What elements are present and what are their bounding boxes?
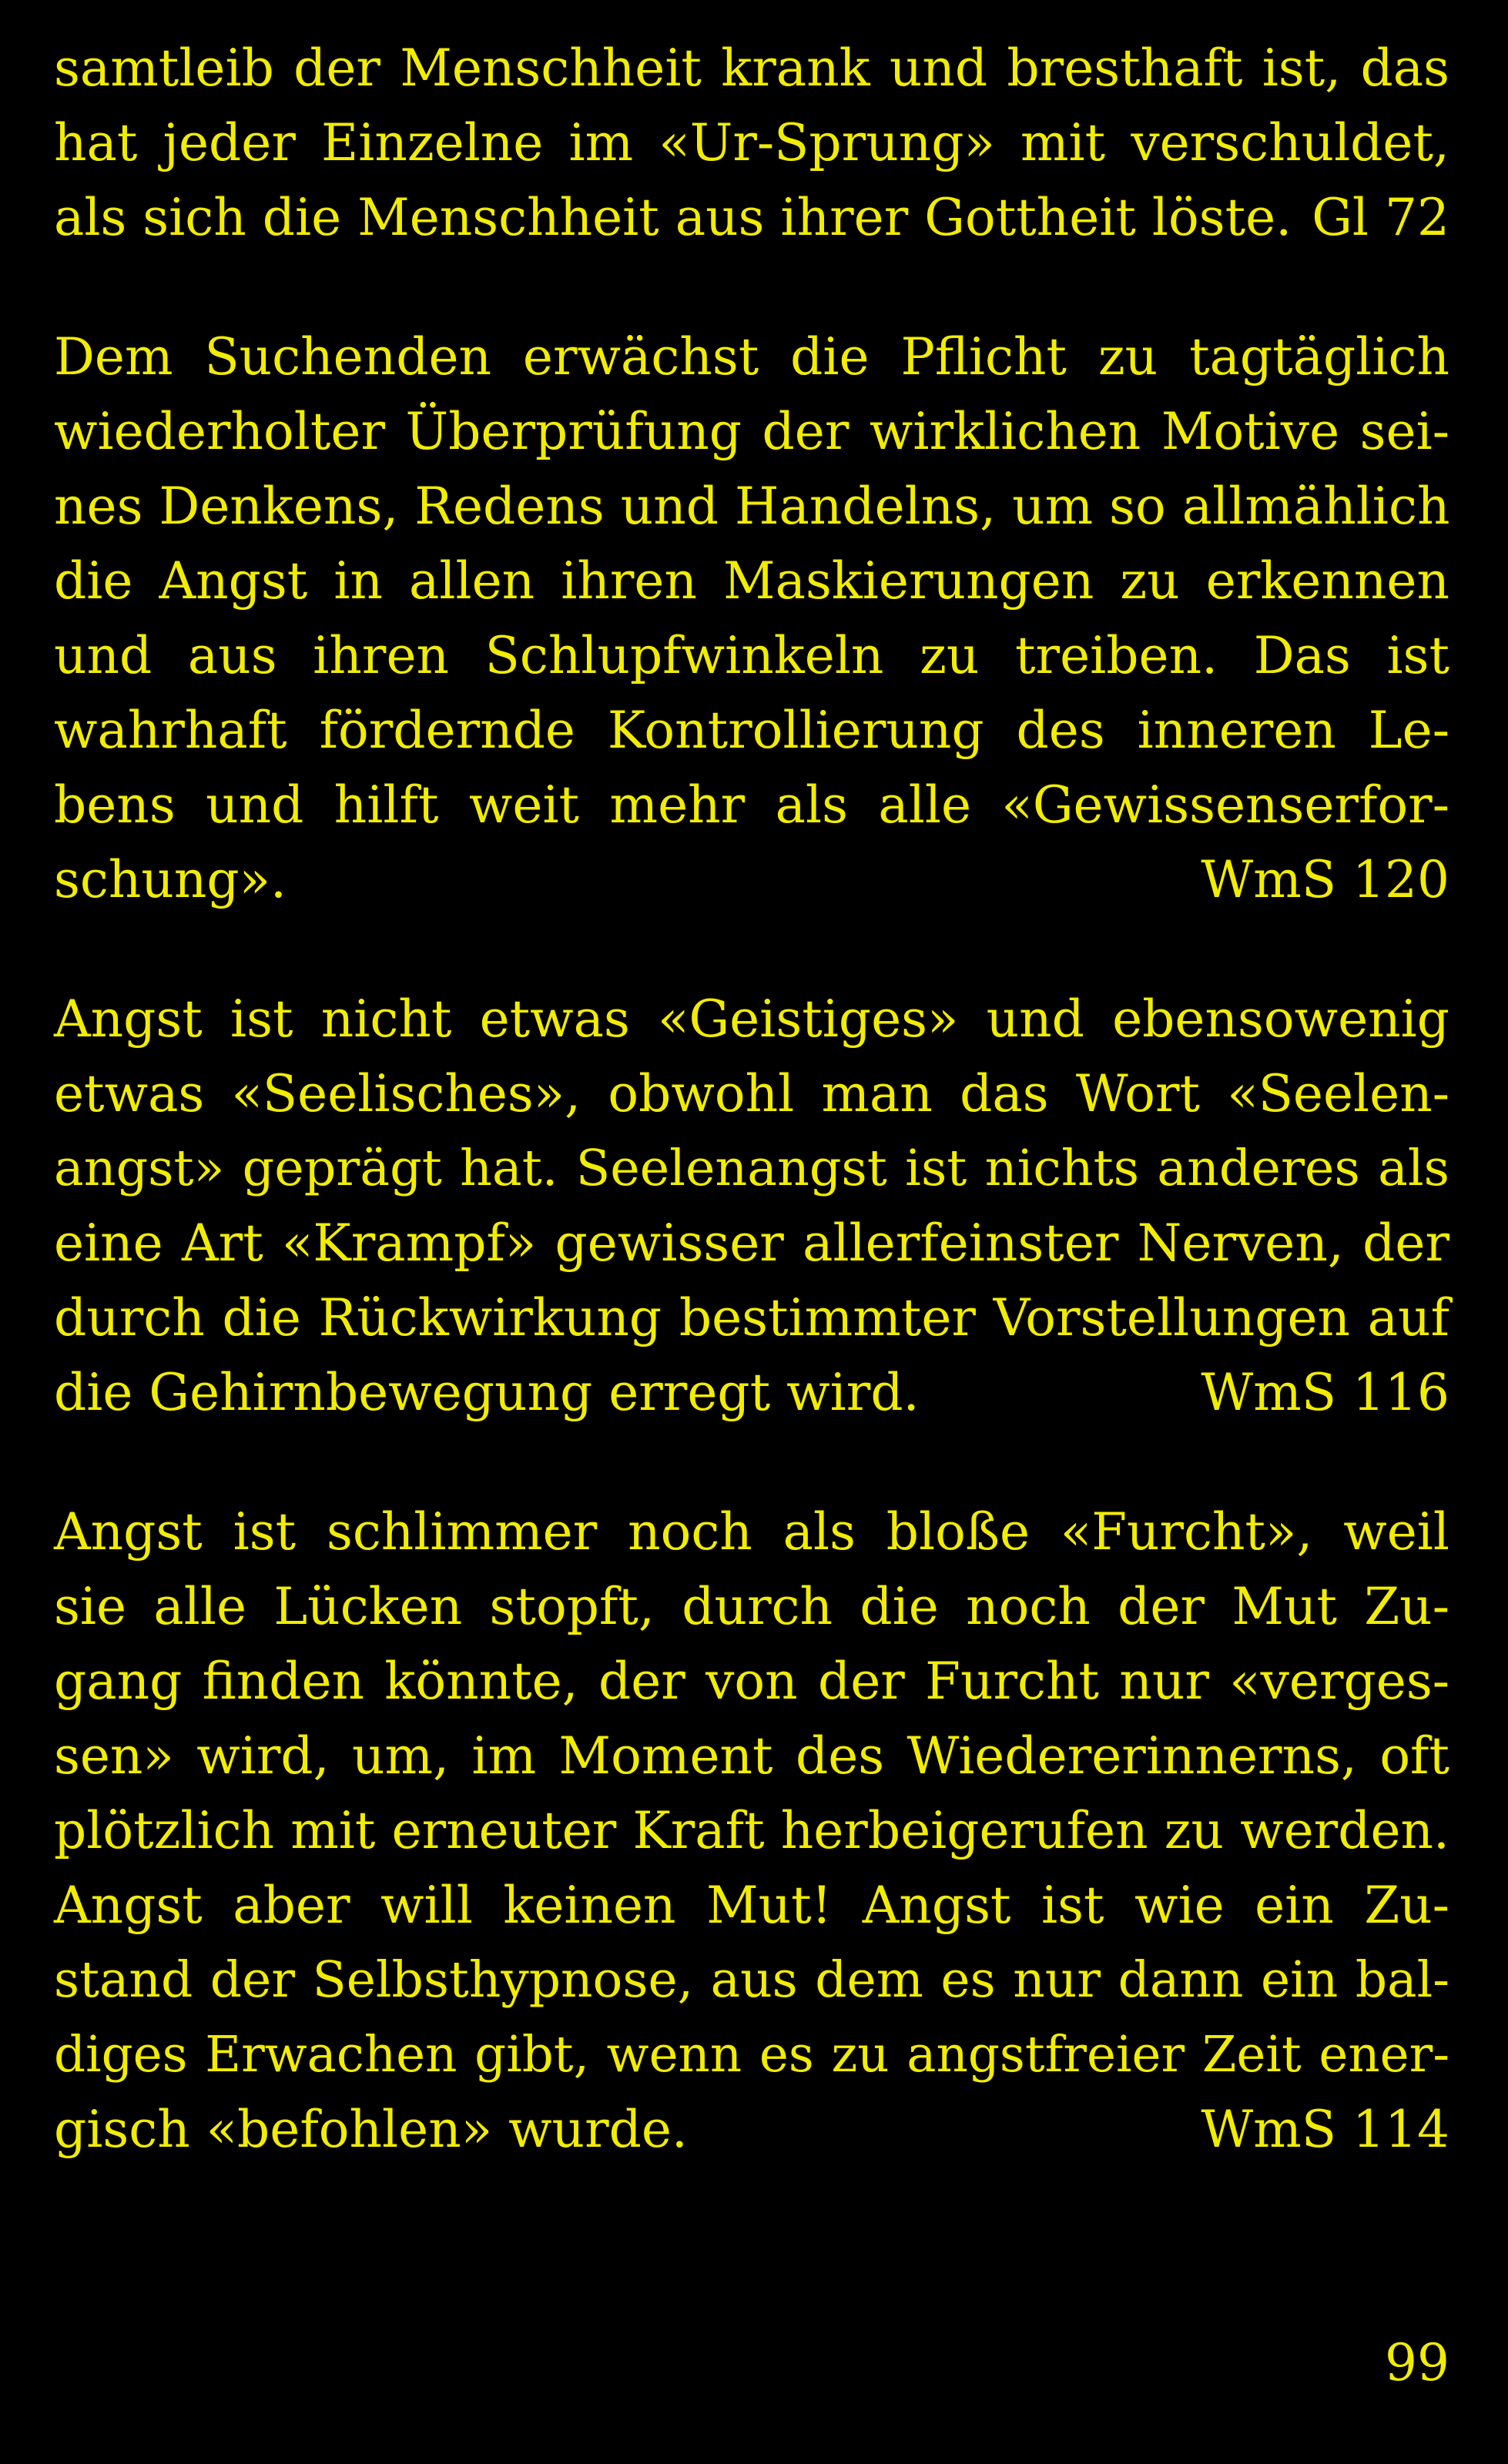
text-line: gang finden könnte, der von der Furcht nur «verges- [54, 1652, 1449, 1711]
text-line: die Angst in allen ihren Maskierungen zu erkennen [54, 551, 1449, 611]
text-line: Angst ist nicht etwas «Geistiges» und ebensowenig [54, 989, 1449, 1049]
text-line: wahrhaft fördernde Kontrollierung des inneren Le- [54, 701, 1449, 760]
text-line-content: die Gehirnbewegung erregt wird. [54, 1363, 920, 1422]
text-line-last [54, 1355, 1449, 1430]
page-body [54, 31, 1449, 2231]
paragraph-3 [54, 982, 1449, 1430]
text-line-content: gisch «befohlen» wurde. [54, 2100, 688, 2159]
text-line: sen» wird, um, im Moment des Wiedererinnerns, oft [54, 1726, 1449, 1786]
text-line: plötzlich mit erneuter Kraft herbeigerufen zu werden. [54, 1801, 1449, 1860]
text-line-content: schung». [54, 850, 287, 909]
text-line: Angst ist schlimmer noch als bloße «Furcht», weil [54, 1502, 1449, 1562]
text-line: stand der Selbsthypnose, aus dem es nur dann ein bal- [54, 1951, 1449, 2009]
text-line-last [54, 2092, 1449, 2167]
text-line: bens und hilft weit mehr als alle «Gewissenserfor- [54, 775, 1449, 835]
text-line: Angst aber will keinen Mut! Angst ist wie ein Zu- [54, 1876, 1449, 1935]
source-reference: Gl 72 [1312, 188, 1449, 247]
text-line-content: als sich die Menschheit aus ihrer Gottheit löste. [54, 188, 1292, 247]
text-line: diges Erwachen gibt, wenn es zu angstfreier Zeit ener- [54, 2026, 1449, 2084]
text-line-last [54, 180, 1449, 255]
text-line: angst» geprägt hat. Seelenangst ist nichts anderes als [54, 1140, 1449, 1197]
paragraph-4 [54, 1495, 1449, 2167]
text-line: durch die Rückwirkung bestimmter Vorstellungen auf [54, 1288, 1449, 1348]
text-line: samtleib der Menschheit krank und bresthaft ist, das [54, 38, 1449, 98]
text-line-last [54, 842, 1449, 917]
text-line: etwas «Seelisches», obwohl man das Wort «Seelen- [54, 1064, 1449, 1123]
text-line: hat jeder Einzelne im «Ur-Sprung» mit verschuldet, [54, 113, 1449, 172]
page-number: 99 [1385, 2333, 1449, 2392]
text-line: nes Denkens, Redens und Handelns, um so allmählich [54, 477, 1450, 536]
text-line: und aus ihren Schlupfwinkeln zu treiben. Das ist [54, 626, 1449, 685]
source-reference: WmS 116 [1201, 1363, 1449, 1422]
paragraph-1 [54, 31, 1449, 255]
paragraph-2 [54, 320, 1449, 917]
source-reference: WmS 114 [1201, 2100, 1449, 2159]
text-line: sie alle Lücken stopft, durch die noch der Mut Zu- [54, 1577, 1449, 1636]
text-line: wiederholter Überprüfung der wirklichen Motive sei- [54, 402, 1449, 461]
source-reference: WmS 120 [1201, 850, 1449, 909]
text-line: eine Art «Krampf» gewisser allerfeinster Nerven, der [54, 1214, 1449, 1273]
text-line: Dem Suchenden erwächst die Pflicht zu tagtäglich [54, 327, 1449, 387]
